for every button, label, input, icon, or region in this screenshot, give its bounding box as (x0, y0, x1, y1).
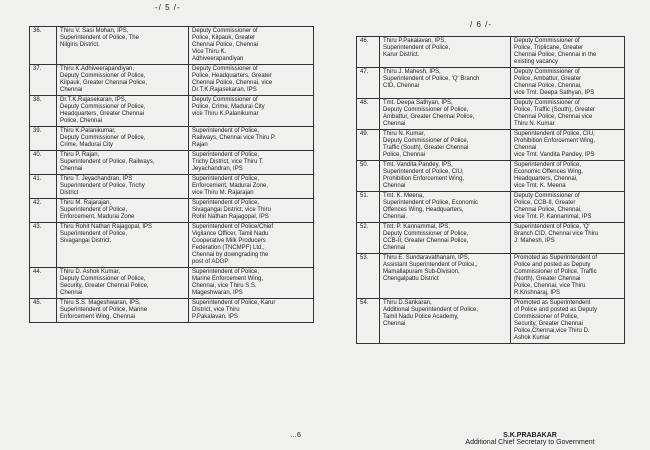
officer-cell (380, 254, 511, 299)
posting-line: Thiru N. Kumar (514, 121, 555, 127)
officer-cell (57, 299, 189, 323)
posting-line: Jeyachandran, IPS (192, 166, 243, 172)
posting-line: Police, Triplicane, Greater (514, 45, 584, 51)
posting-line: Deputy Commissioner of (192, 97, 258, 103)
posting-line: Commissioner of Police, Traffic (514, 269, 597, 275)
posting-cell (511, 99, 625, 130)
table-row (30, 96, 314, 127)
serial-number: 41. (30, 175, 57, 199)
officer-line: Thiru M. Rajarajan, (60, 200, 112, 206)
posting-cell (511, 130, 625, 161)
posting-cell (189, 223, 314, 268)
serial-number: 38. (30, 96, 57, 127)
posting-line: Deputy Commissioner of (514, 100, 580, 106)
posting-line: vice Tmt. K. Meena (514, 183, 566, 189)
officer-line: Thiru K.Palanikumar, (60, 128, 116, 134)
posting-cell (189, 151, 314, 175)
officer-cell (380, 99, 511, 130)
posting-line: Superintendent of Police/Chief (192, 224, 274, 230)
officer-cell (380, 161, 511, 192)
posting-line: Police, Kilpauk, Greater (192, 35, 256, 41)
officer-line: Chennai (60, 290, 83, 296)
posting-cell (189, 27, 314, 65)
posting-line: vice Thiru M. Rajarajan (192, 190, 254, 196)
table-row (357, 37, 625, 68)
serial-number: 51. (357, 192, 380, 223)
officer-cell (57, 65, 189, 96)
officer-line: Prohibition Enforcement Wing, (383, 176, 465, 182)
table-row (357, 99, 625, 130)
officer-line: Thiru D. Ashok Kumar, (60, 269, 121, 275)
officer-cell (380, 130, 511, 161)
posting-line: Police, Ambattur, Greater (514, 76, 582, 82)
officer-line: Superintendent of Police, 'Q' Branch (383, 76, 480, 82)
posting-line: Chennai Police, Chennai, (514, 207, 582, 213)
posting-line: Superintendent of Police, (192, 269, 260, 275)
serial-number: 53. (357, 254, 380, 299)
officer-line: Deputy Commissioner of Police, (383, 231, 469, 237)
posting-line: vice Tmt. P. Kannammal, IPS (514, 214, 592, 220)
posting-line: Police, Crime, Madurai City (192, 104, 265, 110)
officer-line: Tmt. K. Meena, (383, 193, 425, 199)
officer-line: Assistant Superintendent of Police,, (383, 262, 478, 268)
signatory-designation: Additional Chief Secretary to Government (465, 439, 595, 446)
officer-line: Kilpauk, Greater Chennai Police, (60, 80, 148, 86)
signature-block (430, 432, 630, 446)
officer-line: Superintendent of Police, Economic (383, 200, 479, 206)
officer-line: Superintendent of Police, Marine (60, 307, 148, 313)
officer-cell (380, 192, 511, 223)
posting-line: Chennai Police, Chennai (192, 42, 259, 48)
posting-line: Superintendent of Police, (514, 162, 582, 168)
officer-line: Chennai (383, 321, 406, 327)
officer-cell (57, 268, 189, 299)
posting-line: Chennai Police, Chennai, (514, 83, 582, 89)
officer-line: Chennai (383, 245, 406, 251)
table-row (30, 199, 314, 223)
officer-line: Thiru P.Pakalavan, IPS, (383, 38, 446, 44)
posting-line: Railways, Chennai vice Thiru P. (192, 135, 276, 141)
posting-cell (189, 127, 314, 151)
posting-cell (189, 96, 314, 127)
posting-line: Vice Thiru K. (192, 49, 227, 55)
posting-line: Police, Headquarters, Greater (192, 73, 272, 79)
serial-number: 43. (30, 223, 57, 268)
posting-line: Enforcement, Madurai Zone, (192, 183, 269, 189)
posting-line: Deputy Commissioner of (514, 69, 580, 75)
officer-line: Deputy Commissioner of Police, (60, 135, 146, 141)
officer-line: Additional Superintendent of Police, (383, 307, 479, 313)
officer-line: Tmt. P. Kannammal, IPS, (383, 224, 450, 230)
serial-number: 42. (30, 199, 57, 223)
posting-line: J. Mahesh, IPS (514, 238, 555, 244)
serial-number: 36. (30, 27, 57, 65)
officer-line: Chennai (60, 166, 83, 172)
serial-number: 45. (30, 299, 57, 323)
table-row (357, 299, 625, 344)
posting-line: vice Thiru K.Palanikumar (192, 111, 259, 117)
posting-line: Economic Offences Wing, (514, 169, 583, 175)
posting-line: Superintendent of Police, (192, 200, 260, 206)
officer-line: Superintendent of Police, (383, 45, 451, 51)
serial-number: 52. (357, 223, 380, 254)
signatory-name: S.K.PRABAKAR (503, 432, 557, 439)
officer-line: Nilgiris District. (60, 42, 100, 48)
page-number-left: -/ 5 /- (155, 3, 181, 12)
officer-line: Superintendent of Police, (60, 207, 128, 213)
table-row (30, 151, 314, 175)
posting-line: vice Tmt. Vandita Pandey, IPS (514, 152, 595, 158)
posting-line: Promoted as Superintendent of (514, 255, 598, 261)
officer-line: Superintendent of Police, (60, 231, 128, 237)
table-row (357, 223, 625, 254)
table-row (30, 299, 314, 323)
serial-number: 50. (357, 161, 380, 192)
table-row (357, 254, 625, 299)
posting-line: Superintendent of Police, CIU, (514, 131, 595, 137)
officer-line: Superintendent of Police, CIU, (383, 169, 464, 175)
posting-cell (189, 65, 314, 96)
table-row (30, 27, 314, 65)
officer-line: Deputy Commissioner of Police, (383, 138, 469, 144)
posting-line: Superintendent of Police, (192, 176, 260, 182)
officer-line: Police, Chennai (383, 152, 426, 158)
posting-line: Cooperative Milk Producers (192, 238, 266, 244)
posting-cell (189, 268, 314, 299)
posting-line: Deputy Commissioner of (192, 66, 258, 72)
officer-line: Chengalpattu District (383, 276, 439, 282)
posting-cell (189, 175, 314, 199)
posting-line: Deputy Commissioner of (192, 28, 258, 34)
posting-line: Chennai by downgrading the (192, 252, 269, 258)
posting-line: Rohit Nathan Rajagopal, IPS (192, 214, 269, 220)
officer-line: Traffic (South), Greater Chennai (383, 145, 469, 151)
officer-cell (380, 37, 511, 68)
officer-line: Deputy Commissioner of Police, (60, 73, 146, 79)
officer-cell (57, 96, 189, 127)
page-number-right: / 6 /- (470, 20, 493, 29)
officer-cell (57, 199, 189, 223)
posting-cell (189, 299, 314, 323)
posting-cell (511, 254, 625, 299)
posting-line: R.Krishnaraj, IPS (514, 290, 561, 296)
officer-cell (380, 223, 511, 254)
officer-line: Deputy Commissioner of Police, (60, 276, 146, 282)
officer-cell (57, 127, 189, 151)
posting-line: Deputy Commissioner of (514, 38, 580, 44)
officer-cell (57, 27, 189, 65)
posting-line: Police, Chennai, vice Thiru (514, 283, 586, 289)
table-row (357, 161, 625, 192)
officer-line: Deputy Commissioner of Police, (383, 107, 469, 113)
officer-line: Superintendent of Police, Railways, (60, 159, 155, 165)
officer-line: Chennai. (383, 214, 408, 220)
officer-line: Deputy Commissioner of Police, (60, 104, 146, 110)
officer-line: Sivagangai District. (60, 238, 112, 244)
officer-line: Offences Wing, Headquarters, (383, 207, 464, 213)
officer-line: Security, Greater Chennai Police, (60, 283, 149, 289)
posting-line: Chennai, vice Thiru S.S. (192, 283, 257, 289)
posting-cell (511, 68, 625, 99)
posting-line: existing vacancy (514, 59, 559, 65)
table-row (30, 127, 314, 151)
posting-line: Ashok Kumar (514, 335, 551, 341)
officer-line: Thiru N. Kumar, (383, 131, 426, 137)
table-row (357, 130, 625, 161)
posting-line: Marine Enforcement Wing, (192, 276, 264, 282)
posting-line: Mageshwaran, IPS (192, 290, 243, 296)
officer-line: Superintendent of Police, The (60, 35, 139, 41)
transfer-table-left (29, 26, 314, 323)
officer-cell (380, 68, 511, 99)
table-row (357, 68, 625, 99)
officer-line: Chennai (60, 87, 83, 93)
posting-line: post of ADGP (192, 259, 229, 265)
posting-line: Superintendent of Police, 'Q' (514, 224, 590, 230)
officer-line: Enforcement Wing, Chennai (60, 314, 136, 320)
posting-cell (511, 299, 625, 344)
posting-cell (189, 199, 314, 223)
officer-line: Chennai (383, 121, 406, 127)
officer-line: Thiru J. Mahesh, IPS, (383, 69, 441, 75)
posting-line: Police, CCB-II, Greater (514, 200, 576, 206)
posting-line: Promoted as Superintendent (514, 300, 591, 306)
table-row (30, 175, 314, 199)
posting-line: Police and posted as Deputy (514, 262, 591, 268)
posting-line: Chennai Police, Chennai, vice (192, 80, 273, 86)
posting-line: Headquarters, Chennai, (514, 176, 578, 182)
serial-number: 46. (357, 37, 380, 68)
posting-line: Police, Traffic (South), Greater (514, 107, 595, 113)
officer-line: Dr.T.K.Rajasekaran, IPS, (60, 97, 127, 103)
officer-line: Enforcement, Madurai Zone (60, 214, 135, 220)
table-row (30, 268, 314, 299)
posting-line: Superintendent of Police, Karur (192, 300, 276, 306)
posting-line: Branch CID, Chennai vice Thiru (514, 231, 599, 237)
posting-line: Superintendent of Police, (192, 152, 260, 158)
table-row (30, 65, 314, 96)
serial-number: 48. (357, 99, 380, 130)
officer-line: CCB-II, Greater Chennai Police, (383, 238, 469, 244)
continuation-mark: …6 (290, 432, 301, 439)
officer-cell (57, 175, 189, 199)
officer-line: Ambattur, Greater Chennai Police, (383, 114, 475, 120)
posting-line: Commissioner of Police, (514, 314, 579, 320)
table-row (357, 192, 625, 223)
officer-line: Superintendent of Police, Trichy (60, 183, 145, 189)
serial-number: 47. (357, 68, 380, 99)
officer-line: Tamil Nadu Police Academy, (383, 314, 459, 320)
posting-cell (511, 37, 625, 68)
officer-line: Headquarters, Greater Chennai (60, 111, 145, 117)
posting-line: Dr.T.K.Rajasekaran, IPS (192, 87, 257, 93)
officer-line: Thiru P. Rajan, (60, 152, 100, 158)
posting-line: Deputy Commissioner of (514, 193, 580, 199)
officer-line: Crime, Madurai City (60, 142, 114, 148)
posting-line: Sivagangai District, vice Thiru (192, 207, 271, 213)
officer-line: Tmt. Vandita Pandey, IPS, (383, 162, 453, 168)
officer-cell (57, 223, 189, 268)
posting-line: vice Tmt. Deepa Sathyan, IPS (514, 90, 595, 96)
officer-line: Karur District. (383, 52, 420, 58)
posting-cell (511, 223, 625, 254)
posting-line: Prohibition Enforcement Wing, (514, 138, 596, 144)
posting-line: District, vice Thiru (192, 307, 240, 313)
officer-line: Chennai (383, 183, 406, 189)
officer-line: Thiru T. Jeyachandran, IPS (60, 176, 133, 182)
posting-line: Chennai (514, 145, 537, 151)
serial-number: 44. (30, 268, 57, 299)
posting-line: Chennai Police, Chennai vice (514, 114, 593, 120)
posting-line: Vigilance Officer, Tamil Nadu (192, 231, 269, 237)
posting-line: Chennai Police, Chennai in the (514, 52, 597, 58)
posting-line: Adhiveerapandiyan (192, 56, 244, 62)
officer-line: Thiru Rohit Nathan Rajagopal, IPS (60, 224, 153, 230)
officer-line: Thiru V. Sasi Mohan, IPS, (60, 28, 129, 34)
officer-line: Thiru K.Adhiveerapandiyan, (60, 66, 135, 72)
posting-cell (511, 161, 625, 192)
posting-line: Security, Greater Chennai (514, 321, 583, 327)
serial-number: 39. (30, 127, 57, 151)
officer-line: Mamallapuram Sub-Division, (383, 269, 460, 275)
officer-line: Thiru E. Sundaravathanam, IPS, (383, 255, 470, 261)
officer-line: Tmt. Deepa Sathyan, IPS, (383, 100, 453, 106)
officer-cell (380, 299, 511, 344)
serial-number: 37. (30, 65, 57, 96)
officer-line: Police, Chennai (60, 118, 103, 124)
posting-line: Federation (TNCMPF) Ltd., (192, 245, 265, 251)
posting-cell (511, 192, 625, 223)
posting-line: Rajan (192, 142, 208, 148)
officer-cell (57, 151, 189, 175)
posting-line: of Police and posted as Deputy (514, 307, 598, 313)
serial-number: 40. (30, 151, 57, 175)
serial-number: 49. (357, 130, 380, 161)
posting-line: Trichy District, vice Thiru T. (192, 159, 264, 165)
serial-number: 54. (357, 299, 380, 344)
officer-line: Thiru S.S. Mageshwaran, IPS, (60, 300, 141, 306)
officer-line: CID, Chennai (383, 83, 420, 89)
posting-line: (North), Greater Chennai (514, 276, 581, 282)
officer-line: Thiru D.Sankaran, (383, 300, 432, 306)
table-row (30, 223, 314, 268)
posting-line: Superintendent of Police, (192, 128, 260, 134)
posting-line: Police,Chennai,vice Thiru D. (514, 328, 590, 334)
officer-line: District (60, 190, 79, 196)
posting-line: P.Pakalavan, IPS (192, 314, 238, 320)
transfer-table-right (356, 36, 625, 344)
